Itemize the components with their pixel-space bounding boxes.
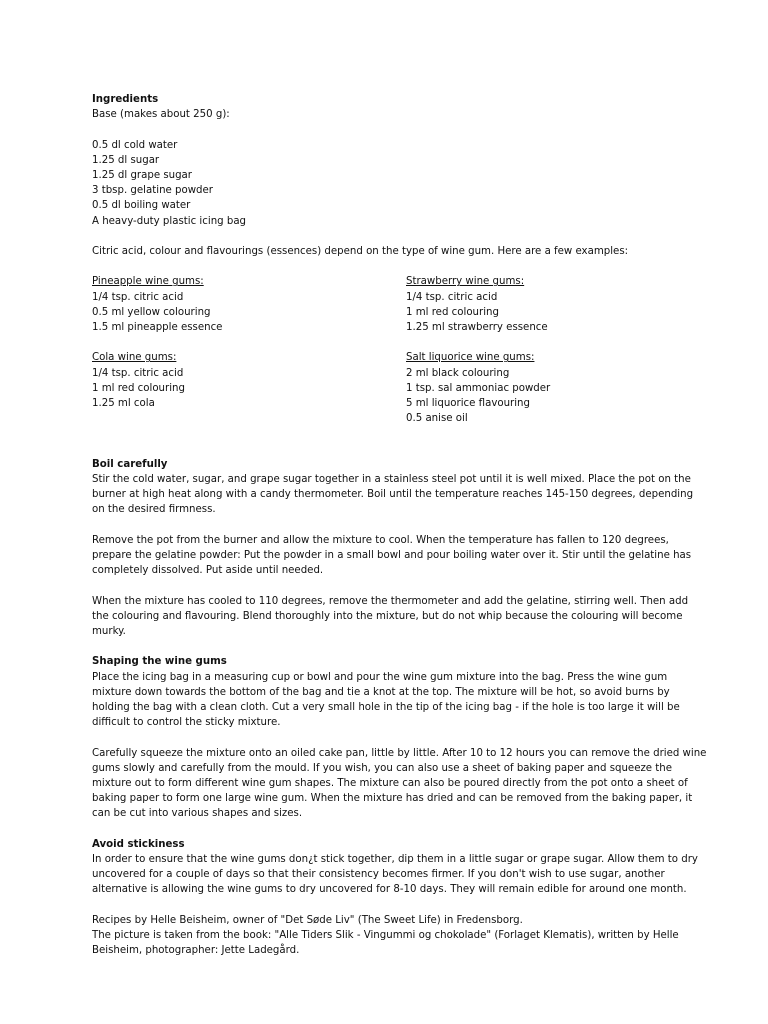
paragraph-line: When the mixture has cooled to 110 degrees, remove the thermometer and add the gelatine, stirring well. Then add bbox=[92, 595, 689, 607]
credits-line: The picture is taken from the book: "Alle Tiders Slik - Vingummi og chokolade" (Forlaget Klematis), written by Helle bbox=[92, 929, 679, 941]
variants-row-2 bbox=[92, 350, 692, 426]
paragraph-line: Remove the pot from the burner and allow the mixture to cool. When the temperature has fallen to 120 degrees, bbox=[92, 534, 669, 546]
base-label: Base (makes about 250 g): bbox=[92, 109, 230, 121]
pineapple-variant bbox=[92, 274, 406, 335]
list-item: 1.25 ml strawberry essence bbox=[406, 322, 548, 333]
paragraph-line: alternative is allowing the wine gums to dry uncovered for 8-10 days. They will remain edible for around one month. bbox=[92, 884, 687, 896]
paragraph-line: completely dissolved. Put aside until needed. bbox=[92, 565, 324, 577]
list-item: 5 ml liquorice flavouring bbox=[406, 398, 530, 409]
document-page bbox=[92, 92, 707, 958]
paragraph-line: Place the icing bag in a measuring cup or bowl and pour the wine gum mixture into the bag. Press the wine gum bbox=[92, 671, 668, 683]
cola-variant bbox=[92, 350, 406, 426]
list-item: A heavy-duty plastic icing bag bbox=[92, 215, 247, 227]
ingredients-heading: Ingredients bbox=[92, 94, 159, 105]
credits-line: Beisheim, photographer: Jette Ladegård. bbox=[92, 945, 300, 957]
list-item: 1/4 tsp. citric acid bbox=[92, 291, 184, 303]
list-item: 3 tbsp. gelatine powder bbox=[92, 185, 213, 197]
variants-row-1 bbox=[92, 274, 692, 335]
paragraph-line: In order to ensure that the wine gums don¿t stick together, dip them in a little sugar or grape sugar. Allow them to dry bbox=[92, 853, 698, 865]
paragraph-line: baking paper to form one large wine gum. When the mixture has dried and can be removed from the baking paper, it bbox=[92, 793, 693, 805]
strawberry-title: Strawberry wine gums: bbox=[406, 276, 525, 288]
paragraph-line: Carefully squeeze the mixture onto an oiled cake pan, little by little. After 10 to 12 hours you can remove the dried wine bbox=[92, 747, 707, 759]
stickiness-heading: Avoid stickiness bbox=[92, 838, 185, 850]
list-item: 1/4 tsp. citric acid bbox=[406, 291, 498, 303]
list-item: 0.5 dl cold water bbox=[92, 139, 178, 151]
paragraph-line: difficult to control the sticky mixture. bbox=[92, 717, 281, 729]
salt-liquorice-title: Salt liquorice wine gums: bbox=[406, 352, 535, 364]
boil-heading: Boil carefully bbox=[92, 458, 168, 470]
shaping-paragraph-1 bbox=[92, 670, 692, 731]
boil-paragraph-1 bbox=[92, 472, 692, 518]
paragraph-line: prepare the gelatine powder: Put the powder in a small bowl and pour boiling water over it. Stir until the gelatine has bbox=[92, 549, 692, 561]
paragraph-line: murky. bbox=[92, 625, 126, 637]
paragraph-line: Stir the cold water, sugar, and grape sugar together in a stainless steel pot until it is well mixed. Place the pot on the bbox=[92, 473, 691, 485]
paragraph-line: on the desired firmness. bbox=[92, 504, 216, 516]
shaping-heading: Shaping the wine gums bbox=[92, 656, 227, 668]
list-item: 2 ml black colouring bbox=[406, 367, 510, 379]
paragraph-line: uncovered for a couple of days so that their consistency becomes firmer. If you don't wish to use sugar, another bbox=[92, 869, 665, 881]
stickiness-paragraph bbox=[92, 852, 698, 898]
strawberry-variant bbox=[406, 274, 692, 335]
list-item: 1 tsp. sal ammoniac powder bbox=[406, 382, 551, 394]
paragraph-line: gums slowly and carefully from the mould. If you wish, you can also use a sheet of baking paper and squeeze the bbox=[92, 762, 673, 774]
variants-intro: Citric acid, colour and flavourings (essences) depend on the type of wine gum. Here are a few examples: bbox=[92, 246, 629, 257]
credits-line: Recipes by Helle Beisheim, owner of "Det Søde Liv" (The Sweet Life) in Fredensborg. bbox=[92, 914, 523, 926]
paragraph-line: holding the bag with a clean cloth. Cut a very small hole in the tip of the icing bag - if the hole is too large it will be bbox=[92, 701, 680, 713]
list-item: 0.5 ml yellow colouring bbox=[92, 306, 211, 318]
paragraph-line: mixture down towards the bottom of the bag and tie a knot at the top. The mixture will be hot, so avoid burns by bbox=[92, 686, 670, 698]
boil-paragraph-2 bbox=[92, 533, 692, 579]
list-item: 1.25 ml cola bbox=[92, 398, 155, 409]
boil-paragraph-3 bbox=[92, 594, 692, 640]
list-item: 1/4 tsp. citric acid bbox=[92, 367, 184, 379]
paragraph-line: the colouring and flavouring. Blend thoroughly into the mixture, but do not whip because the colouring will become bbox=[92, 610, 683, 622]
list-item: 1.25 dl sugar bbox=[92, 154, 160, 166]
list-item: 1 ml red colouring bbox=[92, 382, 185, 394]
list-item: 1.25 dl grape sugar bbox=[92, 170, 192, 181]
cola-title: Cola wine gums: bbox=[92, 352, 177, 364]
paragraph-line: can be cut into various shapes and sizes. bbox=[92, 808, 303, 820]
base-ingredient-list bbox=[92, 138, 692, 229]
salt-liquorice-variant bbox=[406, 350, 692, 426]
paragraph-line: burner at high heat along with a candy thermometer. Boil until the temperature reaches 145-150 degrees, depending bbox=[92, 489, 694, 501]
shaping-paragraph-2 bbox=[92, 746, 707, 822]
credits bbox=[92, 913, 692, 959]
list-item: 1 ml red colouring bbox=[406, 306, 499, 318]
list-item: 1.5 ml pineapple essence bbox=[92, 322, 223, 333]
paragraph-line: mixture out to form different wine gum shapes. The mixture can also be poured directly from the pot onto a sheet of bbox=[92, 777, 688, 789]
list-item: 0.5 dl boiling water bbox=[92, 200, 191, 212]
list-item: 0.5 anise oil bbox=[406, 413, 468, 425]
pineapple-title: Pineapple wine gums: bbox=[92, 276, 204, 288]
